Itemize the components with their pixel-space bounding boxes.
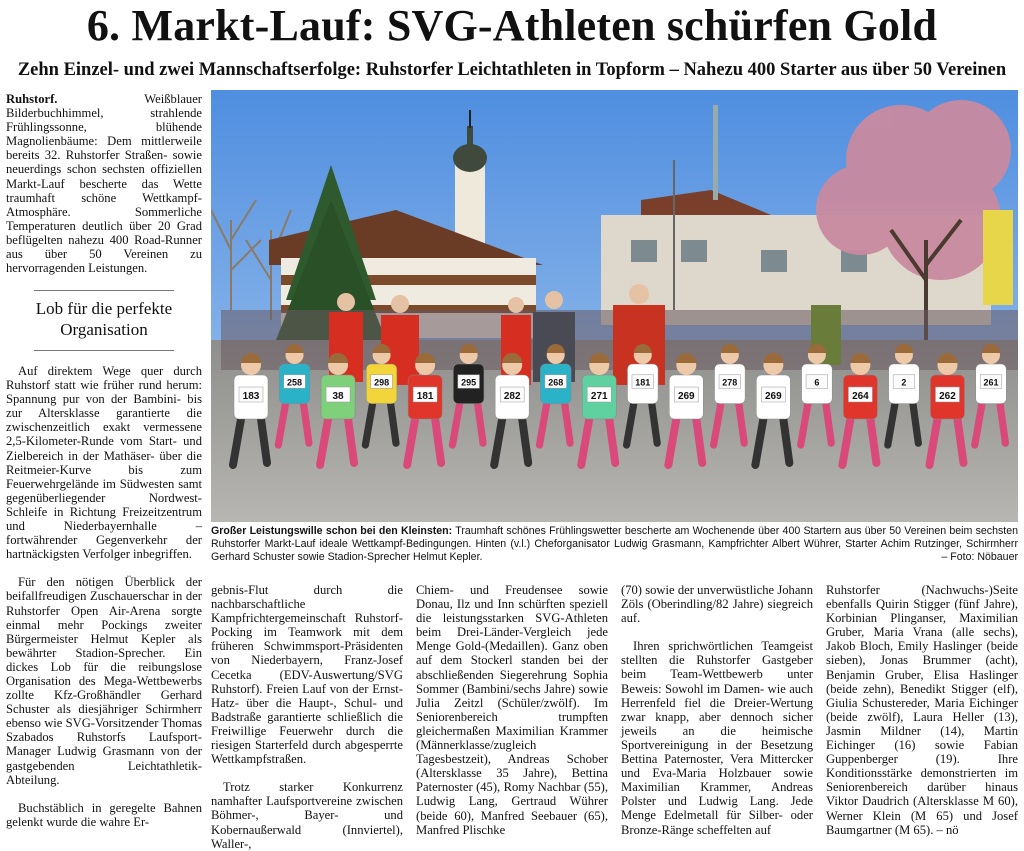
bib-number-label: 298 xyxy=(374,377,390,388)
photo-illustration xyxy=(211,90,1018,522)
photo-runners xyxy=(211,90,1018,522)
paragraph: Chiem- und Freudensee sowie Donau, Ilz und Inn schürften speziell die leistungsstarken SVG-Athleten beim Drei-Länder-Vergleich jede Menge Gold-(Medaillen). Ganz oben auf dem Stockerl standen bei der abschließenden Siegerehrung Sophia Sommer (Bambini/sechs Jahre) sowie Julia Zeitzl (Schüler/zwölf). Im Seniorenbereich trumpften gleichermaßen Maximilian Krammer (Männerklasse/zugleich Tagesbestzeit), Andreas Schober (Altersklasse 35 Jahre), Bettina Paternoster (45), Romy Nachbar (55), Ludwig Lang, Gertraud Wührer (beide 60), Manfred Seebauer (65), Manfred Plischke xyxy=(416,583,608,837)
bib-number-label: 295 xyxy=(461,377,477,388)
caption-text: Traumhaft schönes Frühlingswetter bescherte am Wochenende über 400 Startern aus über 50 Vereinen beim sechsten Ruhstorfer Markt-Lauf ideale Wettkampf-Bedingungen. Hinten (v.l.) Cheforganisator Ludwig Grasmann, Kampfrichter Albert Wührer, Starter Achim Rutzinger, Schirmherr Gerhard Schuster sowie Stadion-Sprecher Helmut Kepler. xyxy=(211,525,1018,564)
bib-number-label: 262 xyxy=(939,391,956,402)
bib-number-label: 261 xyxy=(983,377,999,388)
bib-number-label: 2 xyxy=(901,377,907,388)
bib-number-label: 269 xyxy=(765,391,782,402)
paragraph: (70) sowie der unverwüstliche Johann Zöls (Oberindling/82 Jahre) siegreich auf. xyxy=(621,583,813,626)
interheadline: Lob für die perfekte Organisation xyxy=(35,299,173,339)
paragraph: Buchstäblich in geregelte Bahnen gelenkt wurde die wahre Er- xyxy=(6,800,202,829)
intro-text: Weißblauer Bilderbuchhimmel, strahlende Frühlingssonne, blühende Magnolienbäume: Dem mittlerweile bereits 32. Ruhstorfer Straßen- sowie neuerdings schon sechsten offiziellen Markt-Lauf bescherte das Wette traumhaft schöne Wettkampf-Atmosphäre. Sommerliche Temperaturen deutlich über 20 Grad beflügelten nahezu 400 Road-Runner aus über 50 Vereinen zu hervorragenden Leistungen. xyxy=(6,92,202,276)
headline: 6. Markt-Lauf: SVG-Athleten schürfen Gold xyxy=(86,1,938,50)
bib-number-label: 258 xyxy=(287,377,303,388)
column-1-intro xyxy=(6,92,202,275)
bib-number-label: 181 xyxy=(635,377,651,388)
paragraph: Ruhstorfer (Nachwuchs-)Seite ebenfalls Quirin Stigger (fünf Jahre), Korbinian Plinganser, Maximilian Gruber, Maria Vrana (alle sechs), Jakob Bloch, Emily Haslinger (beide sieben), Jonas Brummer (acht), Benjamin Gruber, Elisa Haslinger (beide zehn), Benedikt Stigger (elf), Giulia Schustereder, Maria Eichinger (beide zwölf), Laura Heller (13), Jasmin Mildner (14), Martin Eichinger (16) sowie Fabian Guppenberger (19). Ihre Konditionsstärke demonstrierten im Seniorenbereich darüber hinaus Viktor Daudrich (Altersklasse M 60), Werner Klein (M 65) und Josef Baumgartner (M 65). – nö xyxy=(826,583,1018,837)
caption-lead: Großer Leistungswille schon bei den Kleinsten: xyxy=(211,525,453,537)
dateline: Ruhstorf. xyxy=(6,92,58,106)
bib-number-label: 183 xyxy=(242,391,260,402)
bib-number-label: 38 xyxy=(332,391,344,402)
column-2 xyxy=(211,583,403,851)
subheadline: Zehn Einzel- und zwei Mannschaftserfolge: Ruhstorfer Leichtathleten in Topform – Nahezu 400 Starter aus über 50 Vereinen xyxy=(17,60,1007,80)
bib-number-label: 6 xyxy=(814,377,820,388)
photo-credit: – Foto: Nöbauer xyxy=(941,551,1018,564)
column-3 xyxy=(416,583,608,837)
bib-number-label: 181 xyxy=(416,391,434,402)
paragraph: Trotz starker Konkurrenz namhafter Laufsportvereine zwischen Böhmer-, Bayer- und Kobernaußerwald (Innviertel), Waller-, xyxy=(211,780,403,851)
paragraph: Für den nötigen Überblick der beifallfreudigen Zuschauerschar in der Ruhstorfer Open Air-Arena sorgte einmal mehr Pockings zweiter Bürgermeister Helmut Kepler als bewährter Stadion-Sprecher. Ein dickes Lob für die reibungslose Organisation des Mega-Wettbewerbs zollte Kfz-Großhändler Gerhard Schuster als diesjähriger Schirmherr ebenso wie SVG-Vorsitzender Thomas Szabados Ruhstorfs Laufsport-Manager Ludwig Grasmann von der gastgebenden Leichtathletik-Abteilung. xyxy=(6,575,202,787)
bib-number-label: 268 xyxy=(548,377,564,388)
column-1-body xyxy=(6,364,202,829)
photo-caption xyxy=(211,525,1018,564)
bib-number-label: 278 xyxy=(722,377,738,388)
bib-number-label: 264 xyxy=(852,391,869,402)
column-4 xyxy=(621,583,813,837)
bib-number-label: 282 xyxy=(503,391,521,402)
paragraph: Auf direktem Wege quer durch Ruhstorf statt wie früher rund herum: Spannung pur von der Bambini- bis zur Altersklasse garantierte die zwischenzeitlich exakt vermessene 2,5-Kilometer-Runde vom Start- und Zielbereich in der Mathäser- über die Reitmeier-Kurve bis zum Feuerwehrgelände im Südwesten samt gegenüberliegender Nordwest-Schleife in Richtung Freizeitzentrum und Niederbayernhalle – fortwährender Gegenverkehr der hartnäckigsten Verfolger inbegriffen. xyxy=(6,364,202,562)
bib-number-label: 269 xyxy=(677,391,695,402)
paragraph: Ihren sprichwörtlichen Teamgeist stellten die Ruhstorfer Gastgeber beim Team-Wettbewerb unter Beweis: Sowohl im Damen- wie auch Herrenfeld fiel die Dreier-Wertung zwar knapp, aber dennoch sicher jeweils an die heimische Sportvereinigung in der Besetzung Bettina Paternoster, Vera Mittercker und Eva-Maria Holzbauer sowie Maximilian Krammer, Andreas Polster und Ludwig Lang. Jede Menge Edelmetall für Silber- oder Bronze-Ränge scheffelten auf xyxy=(621,639,813,837)
divider-top xyxy=(34,290,174,291)
column-5 xyxy=(826,583,1018,837)
intro-paragraph xyxy=(6,92,202,275)
bib-number-label: 271 xyxy=(590,391,608,402)
paragraph: gebnis-Flut durch die nachbarschaftliche Kampfrichtergemeinschaft Ruhstorf-Pocking im Teamwork mit dem früheren Schwimmsport-Präsidenten von Niederbayern, Franz-Josef Cecetka (EDV-Auswertung/SVG Ruhstorf). Freien Lauf von der Ernst-Hatz- über die Haupt-, Schul- und Badstraße garantierte schließlich die Freiwillige Feuerwehr durch die riesigen Starterfeld durch abgesperrte Wettkampfstraßen. xyxy=(211,583,403,767)
divider-bottom xyxy=(34,350,174,351)
